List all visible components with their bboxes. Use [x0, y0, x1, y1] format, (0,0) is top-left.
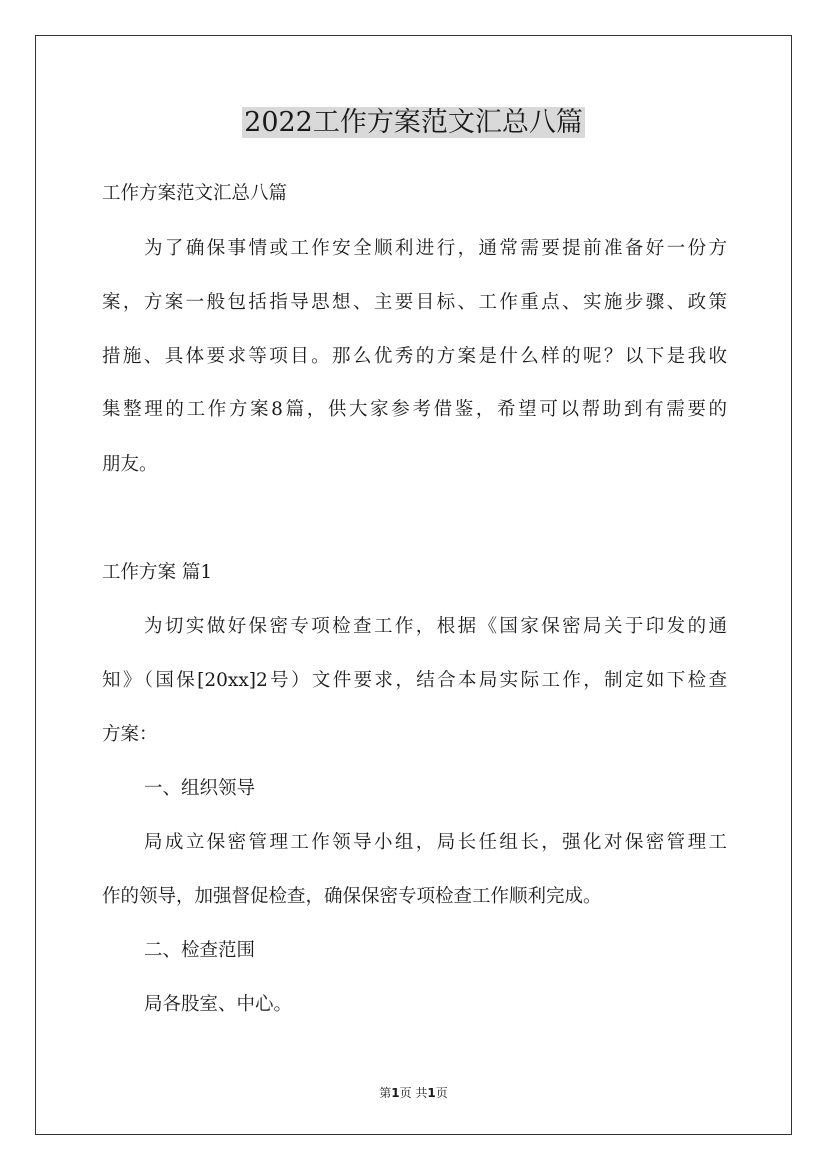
document-subtitle: 工作方案范文汇总八篇	[102, 183, 288, 204]
footer-mid: 页 共	[399, 1086, 428, 1100]
footer-page-total: 1	[427, 1086, 436, 1100]
footer-suffix: 页	[435, 1086, 448, 1100]
heading-organization: 一、组织领导	[144, 778, 256, 799]
intro-line-1: 为了确保事情或工作安全顺利进行，通常需要提前准备好一份方	[144, 238, 727, 259]
intro-line-4: 集整理的工作方案8篇，供大家参考借鉴，希望可以帮助到有需要的	[102, 399, 727, 420]
footer-prefix: 第	[379, 1086, 392, 1100]
document-title: 2022工作方案范文汇总八篇	[244, 107, 583, 138]
heading-scope: 二、检查范围	[144, 940, 256, 961]
intro-line-5: 朋友。	[102, 454, 158, 475]
section-para2-line-2: 作的领导，加强督促检查，确保保密专项检查工作顺利完成。	[102, 886, 602, 907]
footer-page-num: 1	[391, 1086, 400, 1100]
section-heading: 工作方案 篇1	[102, 562, 213, 583]
intro-line-3: 措施、具体要求等项目。那么优秀的方案是什么样的呢？以下是我收	[102, 346, 727, 367]
section-para1-line-2: 知》（国保[20xx]2号）文件要求，结合本局实际工作，制定如下检查	[102, 670, 727, 691]
page-footer	[0, 1084, 827, 1101]
scope-text: 局各股室、中心。	[144, 994, 293, 1015]
section-para1-line-1: 为切实做好保密专项检查工作，根据《国家保密局关于印发的通	[144, 616, 727, 637]
section-para1-line-3: 方案：	[102, 724, 158, 745]
intro-line-2: 案，方案一般包括指导思想、主要目标、工作重点、实施步骤、政策	[102, 292, 727, 313]
section-para2-line-1: 局成立保密管理工作领导小组，局长任组长，强化对保密管理工	[144, 832, 727, 853]
